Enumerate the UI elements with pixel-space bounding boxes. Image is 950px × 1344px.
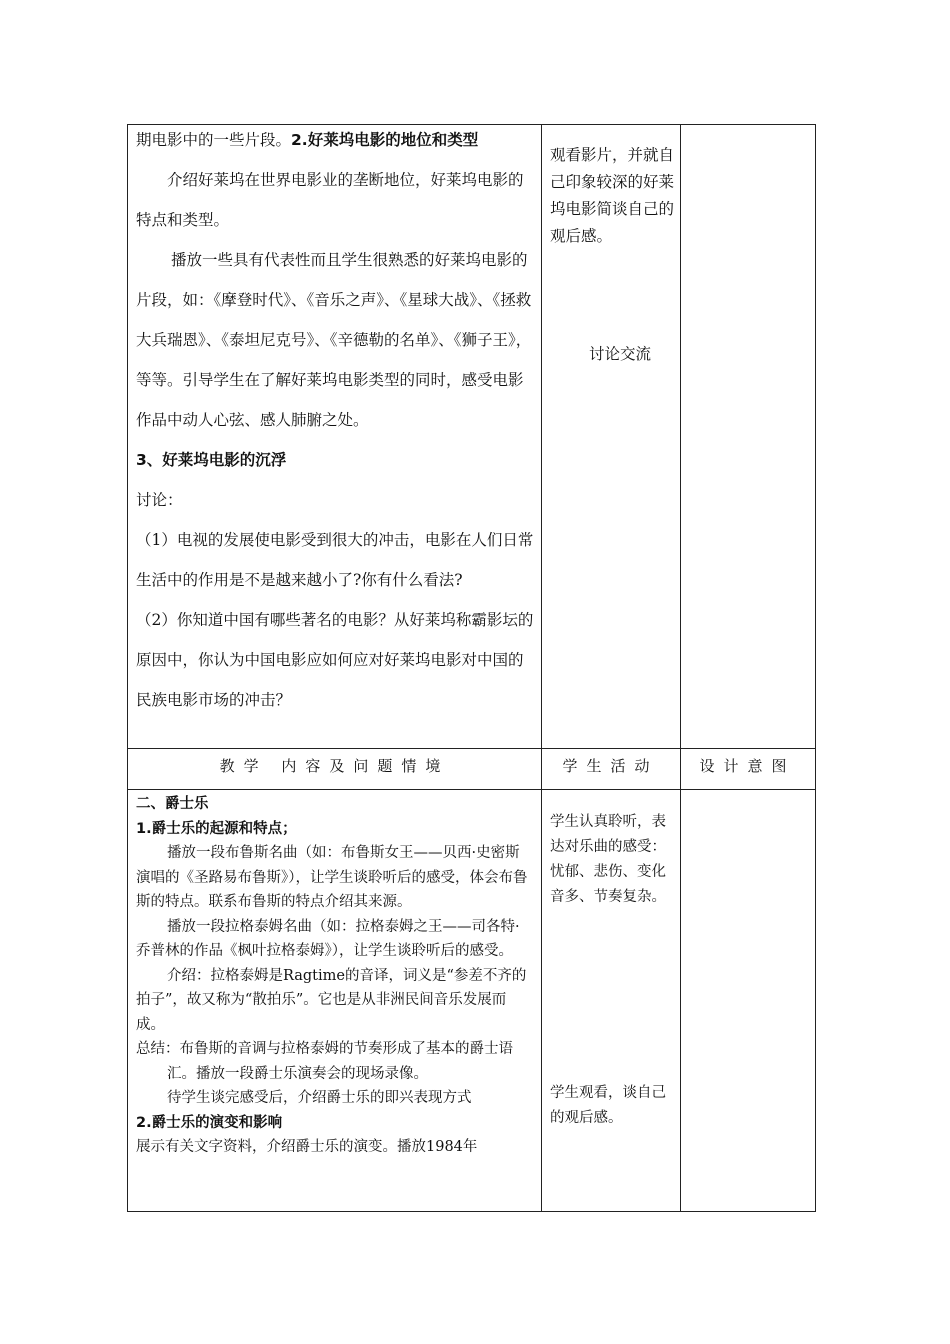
header-teaching-content — [128, 755, 541, 776]
subheading-jazz-origin: 1.爵士乐的起源和特点； — [136, 820, 297, 837]
discussion-question-1: （1）电视的发展使电影受到很大的冲击，电影在人们日常生活中的作用是不是越来越小了?你有什么看法? — [136, 531, 534, 589]
activity-watch-jazz: 学生观看，谈自己的观后感。 — [550, 1085, 666, 1126]
continuation-line — [136, 120, 534, 160]
paragraph-ragtime-intro: 介绍：拉格泰姆是Ragtime的音译，词义是“参差不齐的拍子”，故又称为“散拍乐”。它也是从非洲民间音乐发展而成。 — [136, 967, 527, 1033]
lesson-table — [127, 124, 816, 1212]
section-heading-rise-fall: 3、好莱坞电影的沉浮 — [136, 451, 287, 469]
section-heading-jazz: 二、爵士乐 — [136, 796, 209, 812]
paragraph-film-clips: 播放一些具有代表性而且学生很熟悉的好莱坞电影的片段，如：《摩登时代》、《音乐之声》、《星球大战》、《拯救大兵瑞恩》、《泰坦尼克号》、《辛德勒的名单》、《狮子王》，等等。引导学生在了解好莱坞电影类型的同时，感受电影作品中动人心弦、感人肺腑之处。 — [136, 251, 532, 429]
row-divider-bottom-header — [128, 789, 815, 790]
activity-discussion: 讨论交流 — [589, 345, 652, 363]
lower-activity-cell-1 — [550, 810, 672, 910]
upper-activity-cell — [550, 142, 674, 250]
header-design-intent-label: 设计意图 — [699, 757, 796, 775]
discussion-question-2: （2）你知道中国有哪些著名的电影？从好莱坞称霸影坛的原因中，你认为中国电影应如何应对好莱坞电影对中国的民族电影市场的冲击？ — [136, 611, 534, 709]
paragraph-ragtime: 播放一段拉格泰姆名曲（如：拉格泰姆之王——司各特·乔普林的作品《枫叶拉格泰姆》），让学生谈聆听后的感受。 — [136, 918, 520, 959]
paragraph-improvisation: 待学生谈完感受后，介绍爵士乐的即兴表现方式 — [167, 1090, 472, 1106]
lower-activity-cell-2 — [550, 1081, 672, 1131]
section-heading-hollywood-status: 2.好莱坞电影的地位和类型 — [291, 131, 479, 149]
upper-activity-discuss-cell — [589, 341, 679, 368]
lower-content-cell — [136, 792, 534, 1160]
paragraph-evolution: 展示有关文字资料，介绍爵士乐的演变。播放1984年 — [136, 1139, 478, 1155]
header-student-activity-label: 学生活动 — [562, 757, 659, 775]
column-divider-2 — [680, 125, 681, 1211]
activity-listen: 学生认真聆听，表达对乐曲的感受：忧郁、悲伤、变化音多、节奏复杂。 — [550, 814, 666, 905]
activity-watch-film: 观看影片，并就自己印象较深的好莱坞电影简谈自己的观后感。 — [550, 146, 675, 245]
header-teaching-content-label: 教学 内容及问题情境 — [219, 757, 450, 775]
column-divider-1 — [541, 125, 542, 1211]
header-design-intent — [680, 755, 815, 776]
upper-content-cell — [136, 120, 534, 720]
header-student-activity — [541, 755, 680, 776]
row-divider-top-header — [128, 748, 815, 749]
paragraph-intro: 介绍好莱坞在世界电影业的垄断地位，好莱坞电影的特点和类型。 — [136, 171, 524, 229]
paragraph-summary: 总结：布鲁斯的音调与拉格泰姆的节奏形成了基本的爵士语汇。播放一段爵士乐演奏会的现场录像。 — [136, 1041, 513, 1082]
continuation-text: 期电影中的一些片段。 — [136, 131, 292, 149]
subheading-jazz-evolution: 2.爵士乐的演变和影响 — [136, 1114, 283, 1131]
paragraph-blues: 播放一段布鲁斯名曲（如：布鲁斯女王——贝西·史密斯演唱的《圣路易布鲁斯》），让学生谈聆听后的感受，体会布鲁斯的特点。联系布鲁斯的特点介绍其来源。 — [136, 845, 528, 910]
discussion-label: 讨论： — [136, 491, 183, 509]
